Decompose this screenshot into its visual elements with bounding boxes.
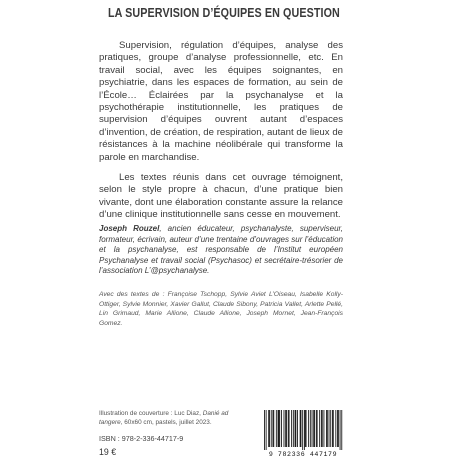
barcode-bar bbox=[276, 410, 277, 447]
barcode-bar bbox=[321, 410, 322, 447]
barcode-bar bbox=[300, 410, 301, 447]
summary-paragraph-2: Les textes réunis dans cet ouvrage témoignent, selon le style propre à chacun, d’une pratique bien vivante, dont une élaboration constante assure la relance d’une clinique institutionnelle sans cesse en mouvement. bbox=[99, 172, 343, 221]
credit-suffix: , 60x60 cm, pastels, juillet 2023. bbox=[120, 418, 212, 426]
barcode-bar bbox=[305, 410, 306, 447]
barcode-bar bbox=[327, 410, 328, 447]
barcode-bar bbox=[335, 410, 336, 447]
barcode-bar bbox=[269, 410, 270, 447]
barcode-bar bbox=[279, 410, 280, 447]
barcode-bar bbox=[310, 410, 311, 447]
barcode-bar bbox=[316, 410, 317, 447]
barcode-bar bbox=[284, 410, 285, 447]
barcode-bar bbox=[278, 410, 279, 447]
barcode-bar bbox=[266, 410, 267, 450]
barcode bbox=[258, 408, 348, 460]
barcode-bar bbox=[330, 410, 331, 447]
book-title: LA SUPERVISION D’ÉQUIPES EN QUESTION bbox=[108, 6, 340, 20]
credit-artwork-title: Danié ad tangere bbox=[99, 410, 229, 426]
barcode-bar bbox=[297, 410, 298, 447]
barcode-bar bbox=[293, 410, 294, 447]
barcode-bar bbox=[273, 410, 274, 447]
barcode-bar bbox=[312, 410, 313, 447]
barcode-bar bbox=[289, 410, 290, 447]
barcode-bar bbox=[322, 410, 323, 447]
barcode-bar bbox=[291, 410, 292, 447]
price: 19 € bbox=[99, 447, 117, 457]
barcode-bar bbox=[333, 410, 334, 447]
barcode-bar bbox=[340, 410, 341, 450]
credit-prefix: Illustration de couverture : Luc Diaz, bbox=[99, 410, 203, 417]
barcode-bar bbox=[288, 410, 289, 447]
barcode-bar bbox=[317, 410, 318, 447]
barcode-bar bbox=[329, 410, 330, 447]
barcode-bar bbox=[281, 410, 282, 447]
author-bio bbox=[99, 224, 343, 277]
barcode-bar bbox=[338, 410, 339, 447]
author-bio-text: , ancien éducateur, psychanalyste, superviseur, formateur, écrivain, auteur d’une trentaine d’ouvrages sur l’éducation et la psychanalyse, est responsable de l’Institut européen Psychanalyse et travail social (Psychasoc) et secrétaire-trésorier de l’association L’@psychanalyse. bbox=[99, 224, 343, 276]
barcode-bar bbox=[264, 410, 265, 450]
barcode-bar bbox=[324, 410, 325, 447]
barcode-digits: 9 782336 447179 bbox=[268, 451, 338, 458]
author-name: Joseph Rouzel bbox=[99, 224, 160, 233]
illustration-credit bbox=[99, 410, 239, 428]
barcode-bar bbox=[332, 410, 333, 447]
barcode-bar bbox=[301, 410, 302, 447]
barcode-bar bbox=[341, 410, 342, 450]
barcode-bar bbox=[295, 410, 296, 447]
barcode-bar bbox=[326, 410, 327, 447]
barcode-bar bbox=[337, 410, 338, 447]
barcode-bar bbox=[285, 410, 286, 447]
contributors-list: Avec des textes de : Françoise Tschopp, Sylvie Aviet L’Oiseau, Isabelle Kolly-Ottiger, Sylvie Monnier, Xavier Gallut, Claude Sibony, Patricia Vallet, Arlette Pellé, Lin Grimaud, Marie Allione, Claude Allione, Joseph Mornet, Jean-François Gomez. bbox=[99, 291, 343, 327]
barcode-bar bbox=[313, 410, 314, 447]
barcode-bar bbox=[286, 410, 287, 447]
summary-text bbox=[99, 40, 343, 230]
barcode-bar bbox=[278, 410, 279, 447]
barcode-bar bbox=[314, 410, 315, 447]
barcode-bar bbox=[308, 410, 309, 447]
barcode-bar bbox=[268, 410, 269, 447]
isbn: ISBN : 978-2-336-44717-9 bbox=[99, 434, 184, 443]
barcode-bar bbox=[273, 410, 274, 447]
barcode-bar bbox=[304, 410, 305, 450]
summary-paragraph-1: Supervision, régulation d’équipes, analyse des pratiques, groupe d’analyse professionnelle, etc. En travail social, avec les équipes soignantes, en psychiatrie, dans les espaces de formation, au sein de l’École… Éclairées par la psychanalyse et la psychothérapie institutionnelle, les pratiques de supervision d’équipes ouvrent autant d’espaces d’invention, de création, de respiration, autant de lieux de résistances à la machine néolibérale qui transforme la parole en marchandise. bbox=[99, 40, 343, 163]
barcode-bar bbox=[319, 410, 320, 447]
barcode-bar bbox=[271, 410, 272, 447]
barcode-bar bbox=[295, 410, 296, 447]
barcode-bars bbox=[258, 408, 348, 452]
barcode-bar bbox=[306, 410, 307, 447]
barcode-bar bbox=[302, 410, 303, 450]
